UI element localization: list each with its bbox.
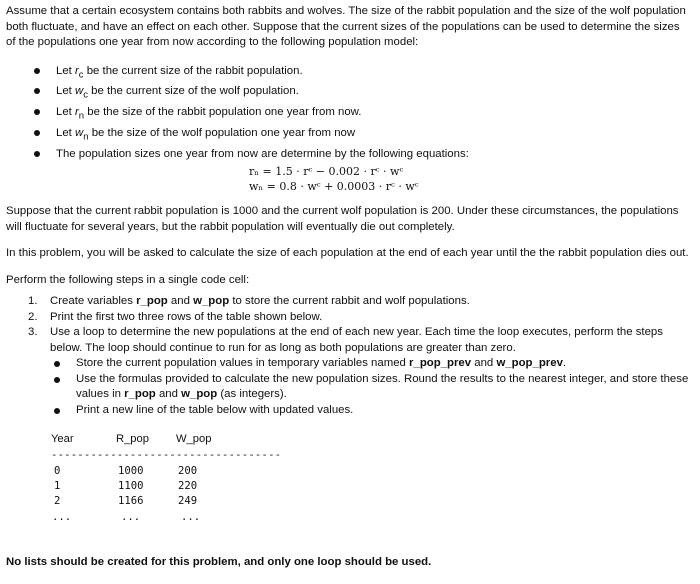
sub-bullet-print-line: Print a new line of the table below with updated values. xyxy=(54,403,690,419)
population-table xyxy=(51,432,690,522)
sub-bullet-calculate: Use the formulas provided to calculate the new population sizes. Round the results to the nearest integer, and store these values in r_pop and w_pop (as integers). xyxy=(54,372,690,403)
header-r-pop: R_pop xyxy=(116,433,149,446)
symbol-r: r xyxy=(75,64,79,77)
table-cell: ... xyxy=(181,511,201,524)
table-cell: 1 xyxy=(54,480,61,493)
symbol-r: r xyxy=(75,106,79,119)
var-w-pop: w_pop xyxy=(193,295,230,308)
footer-note: No lists should be created for this problem, and only one loop should be used. xyxy=(6,556,432,568)
intro-paragraph: Assume that a certain ecosystem contains both rabbits and wolves. The size of the rabbit population and the size of the wolf population both fluctuate, and have an effect on each other. Suppose that the current sizes of the populations can be used to determine the sizes of the populations one year from now according to the following population model: xyxy=(6,5,686,48)
step-2: 2. Print the first two three rows of the table shown below. xyxy=(28,310,323,323)
suppose-paragraph: Suppose that the current rabbit population is 1000 and the current wolf population is 200. Under these circumstances, the populations will fluctuate for several years, but the rabbit population will eventually die out completely. xyxy=(6,205,679,233)
bullet-wc: Let $w_c$ be the current size of the wolf population. xyxy=(34,83,690,104)
sub-bullet-store-prev: Store the current population values in temporary variables named r_pop_prev and w_pop_prev. xyxy=(54,356,690,372)
steps-list xyxy=(6,294,690,356)
step-3-sub-bullets xyxy=(6,356,690,418)
symbol-w: w xyxy=(75,126,84,139)
table-cell: 200 xyxy=(178,465,198,478)
equation-rabbit: rₙ = 1.5 · rᶜ − 0.002 · rᶜ · wᶜ xyxy=(249,165,404,179)
table-cell: ... xyxy=(52,511,72,524)
equations-block xyxy=(6,164,690,194)
var-r-pop: r_pop xyxy=(136,295,168,308)
table-cell: 1166 xyxy=(118,495,144,508)
perform-paragraph: Perform the following steps in a single code cell: xyxy=(6,273,250,286)
bullet-rc: Let $r_c$ be the current size of the rabbit population. xyxy=(34,63,690,84)
table-cell: 249 xyxy=(178,495,198,508)
equation-wolf: wₙ = 0.8 · wᶜ + 0.0003 · rᶜ · wᶜ xyxy=(249,180,419,194)
table-cell: 1100 xyxy=(118,480,144,493)
problem-paragraph: In this problem, you will be asked to calculate the size of each population at the end of each year until the the rabbit population dies out. xyxy=(6,247,689,260)
step-1: 1. Create variables r_pop and w_pop to store the current rabbit and wolf populations. xyxy=(28,295,470,308)
model-bullet-list xyxy=(6,63,690,163)
table-cell: ... xyxy=(121,511,141,524)
table-cell: 220 xyxy=(178,480,198,493)
bullet-equations-intro: The population sizes one year from now are determine by the following equations: xyxy=(34,146,690,163)
header-w-pop: W_pop xyxy=(176,433,212,446)
table-divider: ----------------------------------- xyxy=(51,449,282,462)
step-3: 3. Use a loop to determine the new populations at the end of each new year. Each time the loop executes, perform the steps below. The loop should continue to run for as long as both populations are greater than zero. xyxy=(28,326,663,354)
bullet-wn: Let $w_n$ be the size of the wolf population one year from now xyxy=(34,125,690,146)
header-year: Year xyxy=(51,433,74,446)
problem-document xyxy=(6,4,690,522)
table-cell: 0 xyxy=(54,465,61,478)
bullet-rn: Let $r_n$ be the size of the rabbit population one year from now. xyxy=(34,104,690,125)
table-cell: 2 xyxy=(54,495,61,508)
symbol-w: w xyxy=(75,85,84,98)
table-cell: 1000 xyxy=(118,465,144,478)
